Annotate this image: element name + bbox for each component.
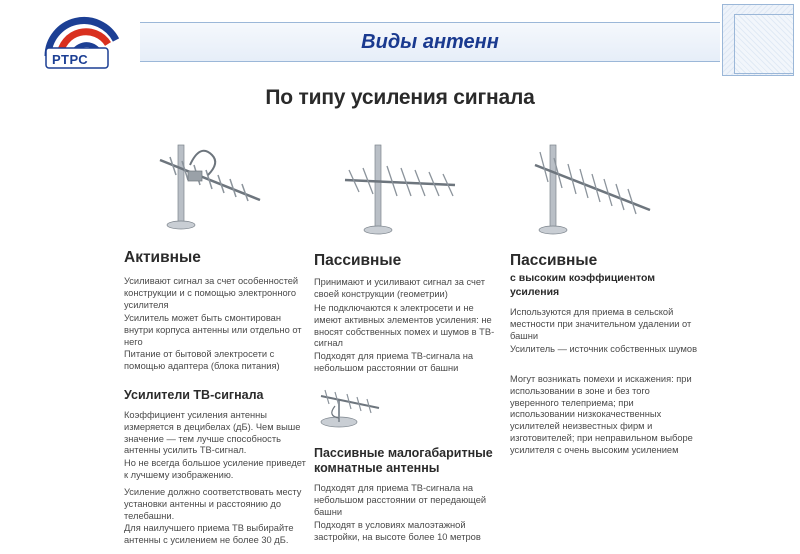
passive-title: Пассивные: [314, 252, 402, 269]
amplifiers-text-1: Коэффициент усиления антенны измеряется в децибелах (дБ). Чем выше значение — тем лучше способность антенны усилить ТВ-сигнал.: [124, 410, 301, 456]
page-title: Виды антенн: [361, 31, 499, 53]
active-antenna-image: [150, 135, 270, 240]
high-gain-text-3: Могут возникать помехи и искажения: при использовании в зоне и без того уверенного телеприема; при использовании низкокачественных усилителей неизвестных фирм и изготовителей; при неправильном выборе усилителя с очень высоким усилением: [510, 374, 693, 455]
high-gain-text-2: Усилитель — источник собственных шумов: [510, 344, 698, 354]
decorative-pattern: [734, 14, 794, 74]
title-bar: [140, 22, 720, 62]
passive-text-3: Подходят для приема ТВ-сигнала на небольшом расстоянии от башни: [314, 351, 474, 373]
high-gain-title: Пассивные: [510, 252, 598, 269]
amplifiers-title: Усилители ТВ-сигнала: [124, 388, 264, 402]
indoor-title: Пассивные малогабаритные комнатные антенны: [314, 446, 493, 475]
active-text-3: Питание от бытовой электросети с помощью адаптера (блока питания): [124, 349, 280, 371]
amplifiers-text-4: Для наилучшего приема ТВ выбирайте антенны с усилением не более 30 дБ.: [124, 523, 294, 545]
high-gain-antenna-image: [520, 140, 660, 245]
active-text-2: Усилитель может быть смонтирован внутри корпуса антенны или отдельно от него: [124, 313, 302, 347]
high-gain-text-1: Используются для приема в сельской местности при значительном удалении от башни: [510, 307, 692, 341]
indoor-antenna-image: [315, 382, 385, 435]
indoor-text-1: Подходят для приема ТВ-сигнала на небольшом расстоянии от передающей башни: [314, 483, 487, 517]
active-title: Активные: [124, 249, 201, 266]
amplifiers-text-2: Но не всегда большое усиление приведет к лучшему изображению.: [124, 458, 306, 480]
logo-text: РТРС: [52, 52, 89, 67]
passive-antenna-image: [335, 140, 465, 245]
header: [0, 0, 800, 78]
passive-text-1: Принимают и усиливают сигнал за счет своей конструкции (геометрии): [314, 277, 486, 299]
active-text-1: Усиливают сигнал за счет особенностей конструкции и с помощью электронного усилителя: [124, 276, 299, 310]
indoor-text-2: Подходят в условиях малоэтажной застройки, на высоте более 10 метров: [314, 520, 481, 542]
high-gain-subtitle: с высоким коэффициентом усиления: [510, 272, 655, 298]
passive-text-2: Не подключаются к электросети и не имеют активных элементов усиления: не вносят собственных помех и шумов в ТВ-сигнал: [314, 303, 495, 349]
main-title: По типу усиления сигнала: [265, 86, 535, 109]
amplifiers-text-3: Усиление должно соответствовать месту установки антенны и расстоянию до телебашни.: [124, 487, 302, 521]
